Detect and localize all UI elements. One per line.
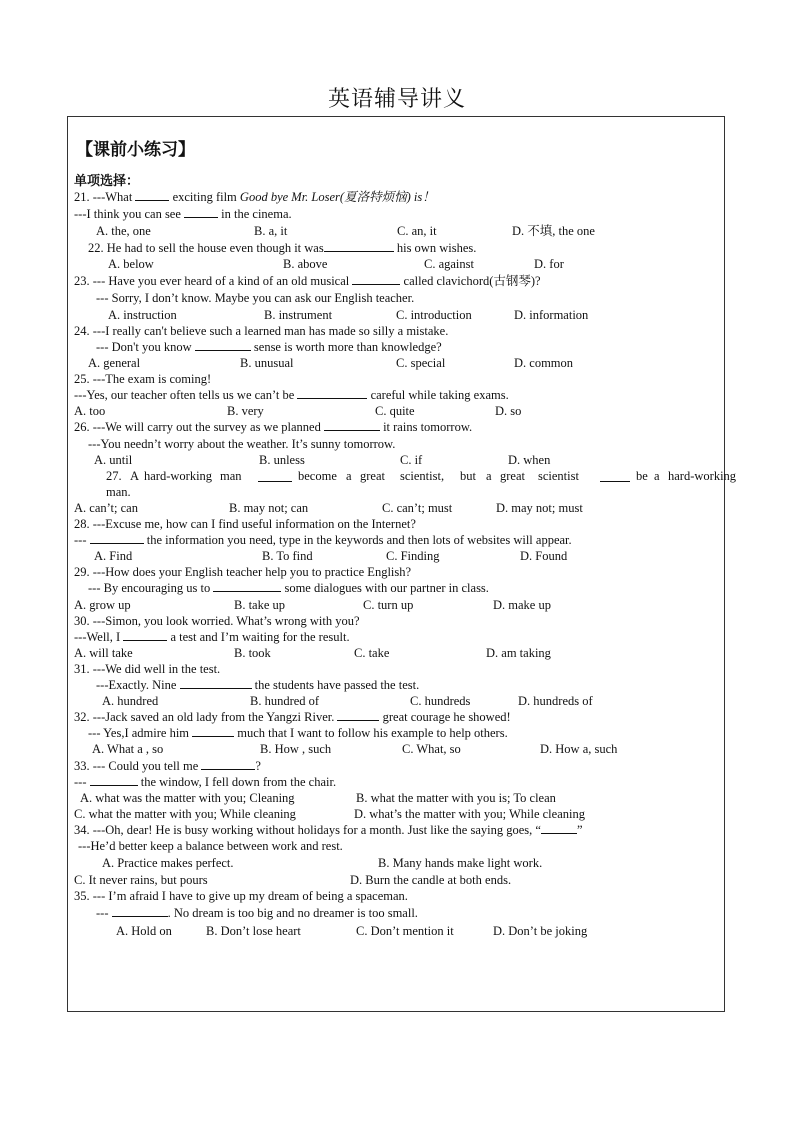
question-23-line-2: --- Sorry, I don’t know. Maybe you can ask our English teacher. [96, 291, 415, 305]
question-27-options: A. can’t; can B. may not; can C. can’t; must D. may not; must [74, 501, 583, 515]
question-31-options: A. hundred B. hundred of C. hundreds D. hundreds of [102, 694, 593, 708]
question-35-line-1: 35. --- I’m afraid I have to give up my dream of being a spaceman. [74, 889, 408, 903]
question-25-options: A. too B. very C. quite D. so [74, 404, 522, 418]
answer-blank [352, 273, 400, 285]
question-31-line-2: ---Exactly. Nine the students have passed the test. [96, 678, 420, 692]
answer-blank [201, 758, 255, 770]
answer-blank [324, 419, 380, 431]
question-26-line-1: 26. ---We will carry out the survey as we planned it rains tomorrow. [74, 420, 473, 434]
answer-blank [195, 339, 251, 351]
question-21-options: A. the, one B. a, it C. an, it D. 不填, the one [96, 224, 595, 238]
question-32-line-2: --- Yes,I admire him much that I want to follow his example to help others. [88, 726, 508, 740]
question-34-options-2: C. It never rains, but pours D. Burn the candle at both ends. [74, 873, 512, 887]
question-33-options-1: A. what was the matter with you; Cleaning B. what the matter with you is; To clean [80, 791, 556, 805]
section-heading: 【课前小练习】 [76, 140, 195, 160]
question-30-line-1: 30. ---Simon, you look worried. What’s wrong with you? [74, 614, 360, 628]
question-33-line-1: 33. --- Could you tell me ? [74, 759, 261, 773]
answer-blank [600, 470, 630, 482]
question-33-line-2: --- the window, I fell down from the chair. [74, 775, 337, 789]
question-25-line-1: 25. ---The exam is coming! [74, 372, 212, 386]
question-31-line-1: 31. ---We did well in the test. [74, 662, 221, 676]
question-28-options: A. Find B. To find C. Finding D. Found [94, 549, 568, 563]
question-35-options: A. Hold on B. Don’t lose heart C. Don’t mention it D. Don’t be joking [116, 924, 588, 938]
question-30-line-2: ---Well, I a test and I’m waiting for the result. [74, 630, 350, 644]
question-29-line-1: 29. ---How does your English teacher help you to practice English? [74, 565, 412, 579]
question-27-line-2: man. [106, 485, 131, 499]
question-26-line-2: ---You needn’t worry about the weather. It’s sunny tomorrow. [88, 437, 396, 451]
question-30-options: A. will take B. took C. take D. am taking [74, 646, 551, 660]
question-34-line-1: 34. ---Oh, dear! He is busy working without holidays for a month. Just like the saying goes, “ ” [74, 823, 583, 837]
answer-blank [123, 629, 167, 641]
question-28-line-1: 28. ---Excuse me, how can I find useful information on the Internet? [74, 517, 416, 531]
question-32-options: A. What a , so B. How , such C. What, so D. How a, such [92, 742, 618, 756]
question-28-line-2: --- the information you need, type in the keywords and then lots of websites will appear. [74, 533, 572, 547]
question-22-options: A. below B. above C. against D. for [108, 257, 564, 271]
answer-blank [184, 206, 218, 218]
question-24-options: A. general B. unusual C. special D. common [88, 356, 574, 370]
answer-blank [324, 240, 394, 252]
question-22-line-1: 22. He had to sell the house even though it was his own wishes. [88, 241, 477, 255]
question-29-options: A. grow up B. take up C. turn up D. make up [74, 598, 551, 612]
question-29-line-2: --- By encouraging us to some dialogues with our partner in class. [88, 581, 489, 595]
question-21-line-2: ---I think you can see in the cinema. [74, 207, 292, 221]
question-23-line-1: 23. --- Have you ever heard of a kind of an old musical called clavichord(古钢琴)? [74, 274, 541, 288]
question-27-line-1: 27. A hard-working man become a great scientist, but a great scientist be a hard-working [106, 469, 737, 483]
question-23-options: A. instruction B. instrument C. introduction D. information [108, 308, 589, 322]
answer-blank [135, 189, 169, 201]
question-26-options: A. until B. unless C. if D. when [94, 453, 551, 467]
answer-blank [112, 905, 168, 917]
question-24-line-2: --- Don't you know sense is worth more than knowledge? [96, 340, 442, 354]
question-34-line-2: ---He’d better keep a balance between work and rest. [78, 839, 343, 853]
answer-blank [337, 709, 379, 721]
question-25-line-2: ---Yes, our teacher often tells us we can’t be careful while taking exams. [74, 388, 509, 402]
answer-blank [541, 822, 577, 834]
answer-blank [213, 580, 281, 592]
answer-blank [90, 774, 138, 786]
answer-blank [258, 470, 292, 482]
answer-blank [90, 532, 144, 544]
answer-blank [192, 725, 234, 737]
question-35-line-2: --- . No dream is too big and no dreamer is too small. [96, 906, 418, 920]
answer-blank [297, 387, 367, 399]
question-21-line-1: 21. ---What exciting film Good bye Mr. Loser(夏洛特烦恼) is！ [74, 190, 435, 204]
question-24-line-1: 24. ---I really can't believe such a learned man has made so silly a mistake. [74, 324, 449, 338]
answer-blank [180, 677, 252, 689]
page-title: 英语辅导讲义 [327, 87, 466, 112]
question-32-line-1: 32. ---Jack saved an old lady from the Yangzi River. great courage he showed! [74, 710, 511, 724]
sub-heading: 单项选择： [74, 174, 140, 189]
question-34-options-1: A. Practice makes perfect. B. Many hands make light work. [102, 856, 543, 870]
question-33-options-2: C. what the matter with you; While cleaning D. what’s the matter with you; While cleaning [74, 807, 585, 821]
